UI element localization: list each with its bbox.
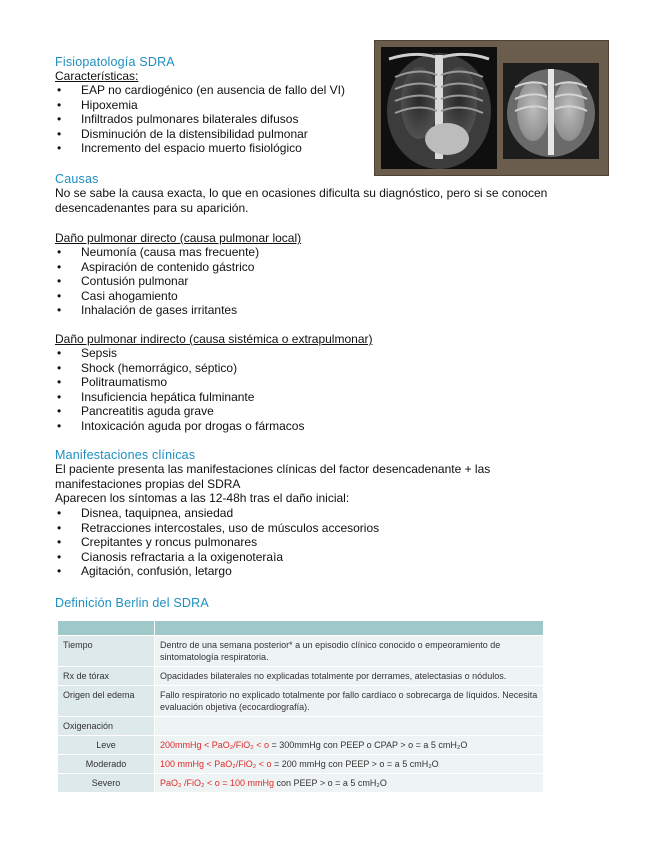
list-item: • Shock (hemorrágico, séptico) [55, 361, 304, 376]
grade-condition: = 300mmHg con PEEP o CPAP > o = a 5 cmH₂O [269, 740, 468, 750]
list-item: • Neumonía (causa mas frecuente) [55, 245, 259, 260]
list-item: • Politraumatismo [55, 375, 304, 390]
chest-xray-images [374, 40, 609, 176]
row-label: Oxigenación [58, 717, 155, 736]
manifestaciones-onset: Aparecen los síntomas a las 12-48h tras el daño inicial: [55, 491, 350, 505]
table-row [58, 717, 544, 736]
list-item: • Sepsis [55, 346, 304, 361]
list-item: • Insuficiencia hepática fulminante [55, 390, 304, 405]
list-item: • Crepitantes y roncus pulmonares [55, 535, 379, 550]
caracteristicas-list [55, 83, 345, 156]
list-item: • Inhalación de gases irritantes [55, 303, 259, 318]
list-item: • Aspiración de contenido gástrico [55, 260, 259, 275]
manifestaciones-text: El paciente presenta las manifestaciones clínicas del factor desencadenante + las manifestaciones propias del SDRA [55, 462, 491, 491]
grade-condition: = 200 mmHg con PEEP > o = a 5 cmH₂O [271, 759, 439, 769]
grade-value [155, 774, 544, 793]
section-title-manifestaciones: Manifestaciones clínicas [55, 448, 196, 462]
sintomas-list [55, 506, 379, 579]
table-row [58, 636, 544, 667]
list-item: • Pancreatitis aguda grave [55, 404, 304, 419]
row-label: Tiempo [58, 636, 155, 667]
grade-label: Severo [58, 774, 155, 793]
subtitle-dano-indirecto: Daño pulmonar indirecto (causa sistémica o extrapulmonar) [55, 332, 373, 346]
table-row [58, 755, 544, 774]
list-item: • Infiltrados pulmonares bilaterales difusos [55, 112, 345, 127]
row-label: Origen del edema [58, 686, 155, 717]
causas-text: No se sabe la causa exacta, lo que en ocasiones dificulta su diagnóstico, pero si se conocen desencadenantes para su aparición. [55, 186, 548, 215]
dano-indirecto-list [55, 346, 304, 434]
grade-value [155, 755, 544, 774]
grade-value [155, 736, 544, 755]
list-item: • Intoxicación aguda por drogas o fármacos [55, 419, 304, 434]
list-item: • Casi ahogamiento [55, 289, 259, 304]
row-value: Opacidades bilaterales no explicadas totalmente por derrames, atelectasias o nódulos. [155, 667, 544, 686]
list-item: • Agitación, confusión, letargo [55, 564, 379, 579]
table-header-row [58, 621, 544, 636]
grade-threshold: 100 mmHg < PaO₂/FiO₂ < o [160, 759, 272, 769]
list-item: • Disminución de la distensibilidad pulmonar [55, 127, 345, 142]
xray-normal [381, 47, 497, 169]
list-item: • EAP no cardiogénico (en ausencia de fallo del VI) [55, 83, 345, 98]
table-row [58, 774, 544, 793]
subtitle-dano-directo: Daño pulmonar directo (causa pulmonar local) [55, 231, 302, 245]
section-title-berlin: Definición Berlin del SDRA [55, 596, 209, 610]
subtitle-caracteristicas: Características: [55, 69, 139, 83]
table-row [58, 736, 544, 755]
berlin-definition-table [57, 620, 544, 793]
row-value: Dentro de una semana posterior* a un episodio clínico conocido o empeoramiento de sintomatología respiratoria. [155, 636, 544, 667]
grade-label: Leve [58, 736, 155, 755]
dano-directo-list [55, 245, 259, 318]
table-row [58, 667, 544, 686]
row-value [155, 717, 544, 736]
xray-sdra [503, 63, 599, 159]
list-item: • Cianosis refractaria a la oxigenoteraìa [55, 550, 379, 565]
row-value: Fallo respiratorio no explicado totalmente por fallo cardíaco o sobrecarga de líquidos. Necesita evaluación objetiva (ecocardiografía). [155, 686, 544, 717]
list-item: • Incremento del espacio muerto fisiológico [55, 141, 345, 156]
grade-condition: con PEEP > o = a 5 cmH₂O [274, 778, 387, 788]
section-title-causas: Causas [55, 172, 99, 186]
list-item: • Hipoxemia [55, 98, 345, 113]
grade-label: Moderado [58, 755, 155, 774]
list-item: • Retracciones intercostales, uso de músculos accesorios [55, 521, 379, 536]
section-title-fisiopatologia: Fisiopatología SDRA [55, 55, 175, 69]
list-item: • Disnea, taquipnea, ansiedad [55, 506, 379, 521]
grade-threshold: 200mmHg < PaO₂/FiO₂ < o [160, 740, 270, 750]
row-label: Rx de tórax [58, 667, 155, 686]
grade-threshold: PaO₂ /FiO₂ < o = 100 mmHg [160, 778, 275, 788]
table-row [58, 686, 544, 717]
list-item: • Contusión pulmonar [55, 274, 259, 289]
